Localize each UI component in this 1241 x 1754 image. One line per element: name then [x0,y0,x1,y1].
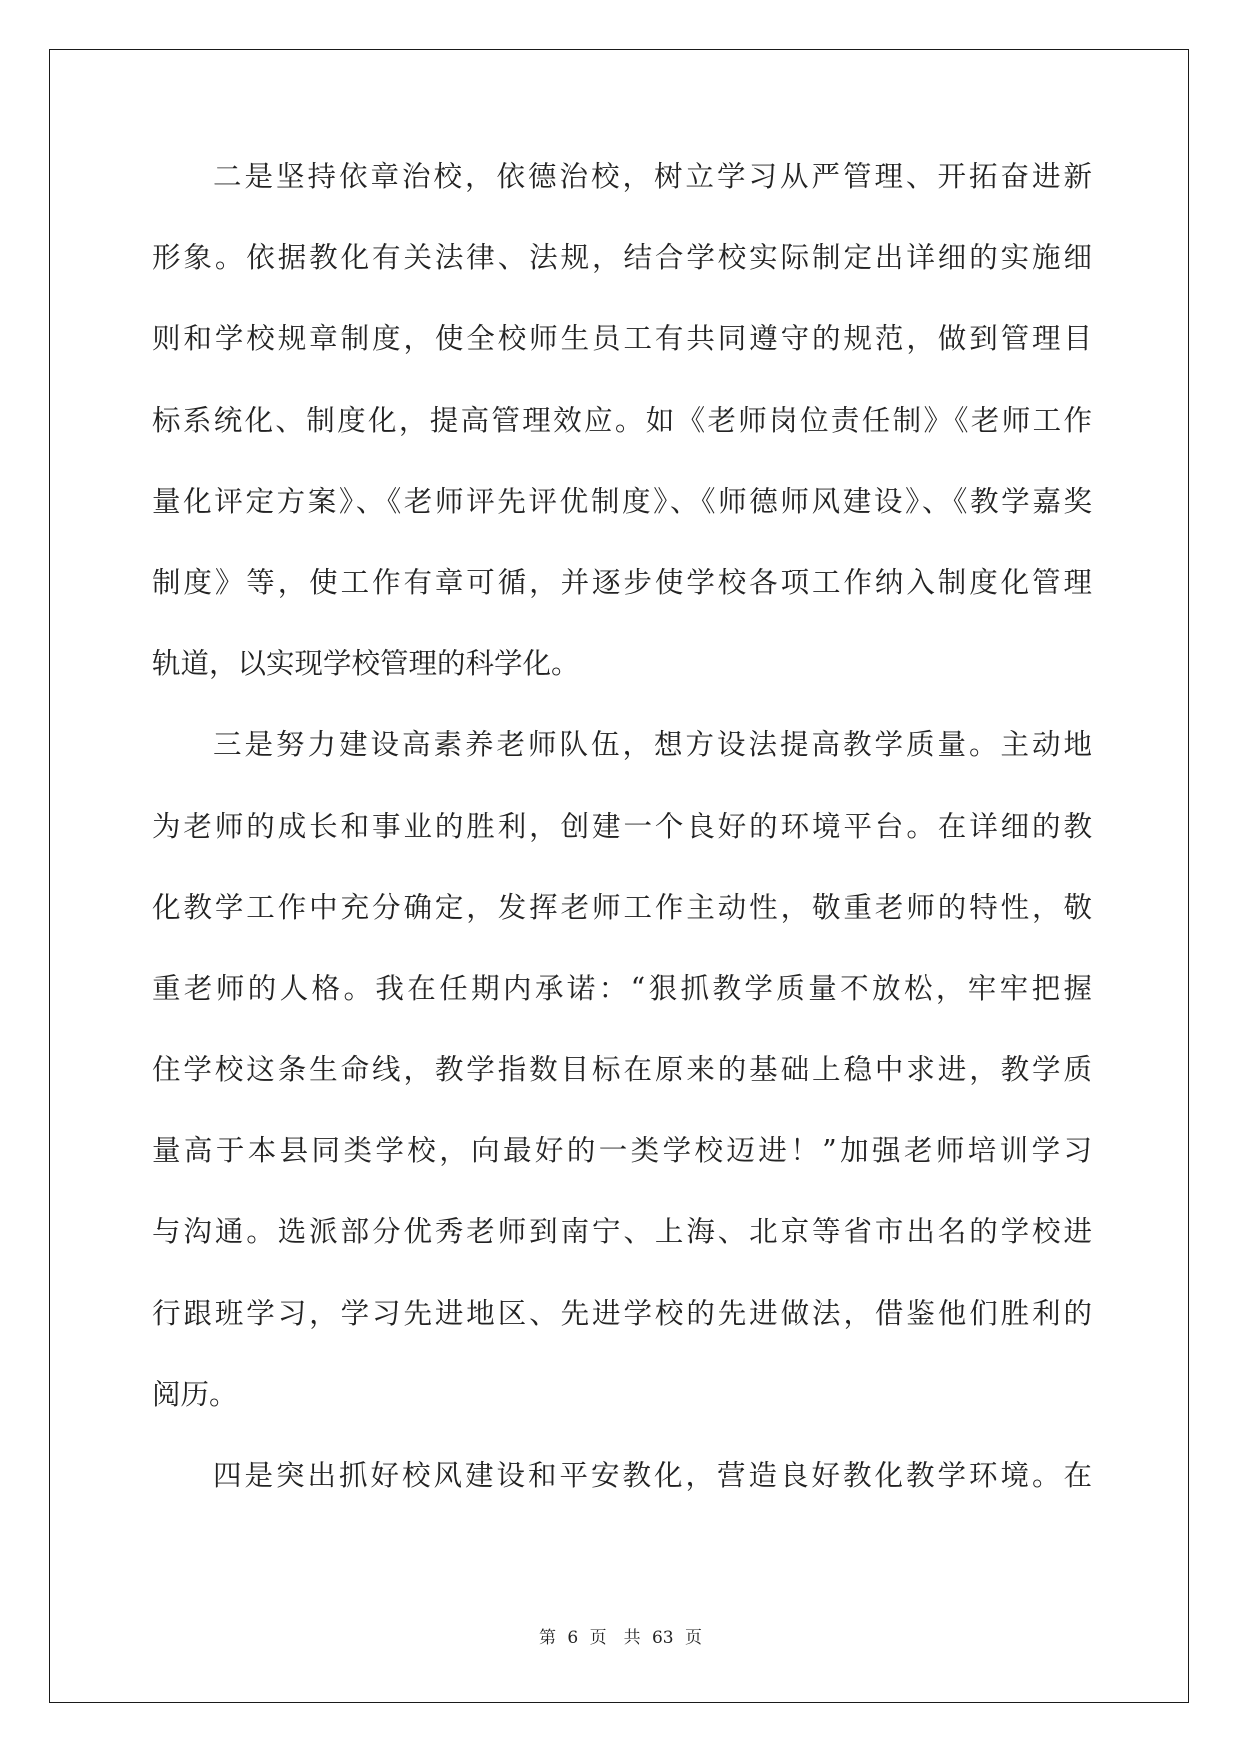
text-line: 量化评定方案》、《老师评先评优制度》、《师德师风建设》、《教学嘉奖 [152,484,1092,518]
text-line: 形象。依据教化有关法律、法规，结合学校实际制定出详细的实施细 [152,241,1092,275]
text-line: 重老师的人格。我在任期内承诺：“狠抓教学质量不放松，牢牢把握 [152,971,1092,1005]
text-line: 量高于本县同类学校，向最好的一类学校迈进！”加强老师培训学习 [152,1134,1092,1168]
text-line: 三是努力建设高素养老师队伍，想方设法提高教学质量。主动地 [213,728,1092,762]
text-line: 行跟班学习，学习先进地区、先进学校的先进做法，借鉴他们胜利的 [152,1296,1092,1330]
page-number-footer: 第 6 页 共 63 页 [538,1628,703,1648]
text-line: 则和学校规章制度，使全校师生员工有共同遵守的规范，做到管理目 [152,322,1092,356]
text-line: 与沟通。选派部分优秀老师到南宁、上海、北京等省市出名的学校进 [152,1215,1092,1249]
text-line: 制度》等，使工作有章可循，并逐步使学校各项工作纳入制度化管理 [152,565,1092,599]
text-line: 阅历。 [152,1377,238,1411]
text-line: 轨道，以实现学校管理的科学化。 [152,647,580,681]
document-body [152,160,1092,1543]
text-line: 标系统化、制度化，提高管理效应。如《老师岗位责任制》《老师工作 [152,403,1092,437]
text-line: 化教学工作中充分确定，发挥老师工作主动性，敬重老师的特性，敬 [152,890,1092,924]
text-line: 二是坚持依章治校，依德治校，树立学习从严管理、开拓奋进新 [213,160,1092,193]
text-line: 四是突出抓好校风建设和平安教化，营造良好教化教学环境。在 [213,1459,1092,1492]
text-line: 为老师的成长和事业的胜利，创建一个良好的环境平台。在详细的教 [152,809,1092,843]
text-line: 住学校这条生命线，教学指数目标在原来的基础上稳中求进，教学质 [152,1053,1092,1087]
